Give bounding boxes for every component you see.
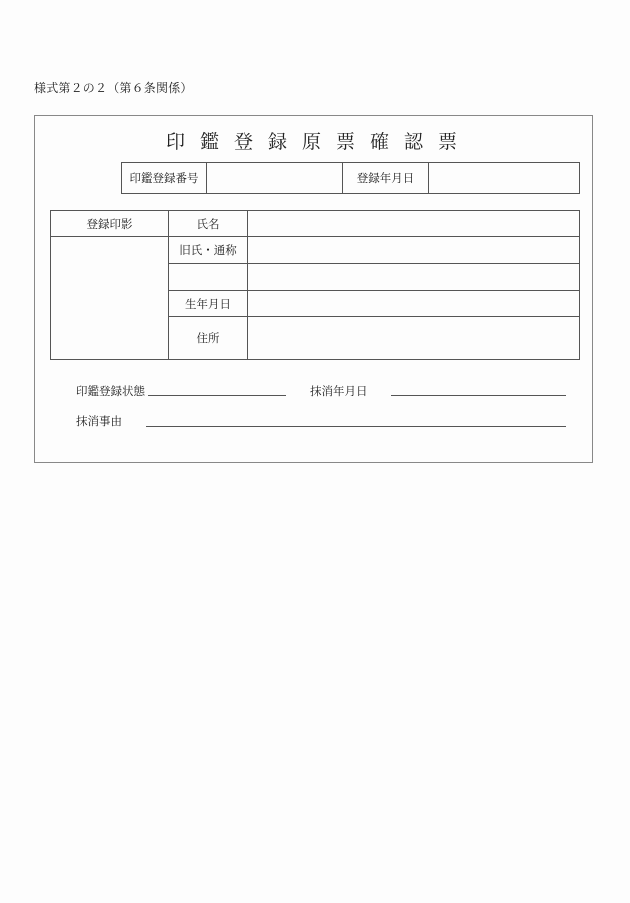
cancel-date-label: 抹消年月日 (310, 384, 368, 398)
name-field[interactable] (248, 211, 580, 237)
status-label: 印鑑登録状態 (76, 384, 145, 398)
address-field[interactable] (248, 317, 580, 360)
registration-number-field[interactable] (207, 163, 343, 194)
name-label: 氏名 (169, 211, 248, 237)
address-label: 住所 (169, 317, 248, 360)
registration-header-table (121, 162, 580, 194)
birth-date-label: 生年月日 (169, 291, 248, 317)
birth-date-field[interactable] (248, 291, 580, 317)
seal-impression-area[interactable] (51, 237, 169, 360)
blank-label (169, 264, 248, 291)
seal-impression-label: 登録印影 (51, 211, 169, 237)
former-name-field[interactable] (248, 237, 580, 264)
cancel-date-field[interactable] (391, 395, 566, 396)
status-field[interactable] (148, 395, 286, 396)
registration-number-label: 印鑑登録番号 (122, 163, 207, 194)
registrant-table (50, 210, 580, 360)
registration-date-field[interactable] (429, 163, 580, 194)
blank-field[interactable] (248, 264, 580, 291)
page-title: 印鑑登録原票確認票 (165, 131, 472, 153)
cancel-reason-field[interactable] (146, 426, 566, 427)
cancel-reason-label: 抹消事由 (76, 414, 122, 428)
form-reference: 様式第２の２（第６条関係） (34, 81, 193, 95)
former-name-label: 旧氏・通称 (169, 237, 248, 264)
registration-date-label: 登録年月日 (343, 163, 429, 194)
